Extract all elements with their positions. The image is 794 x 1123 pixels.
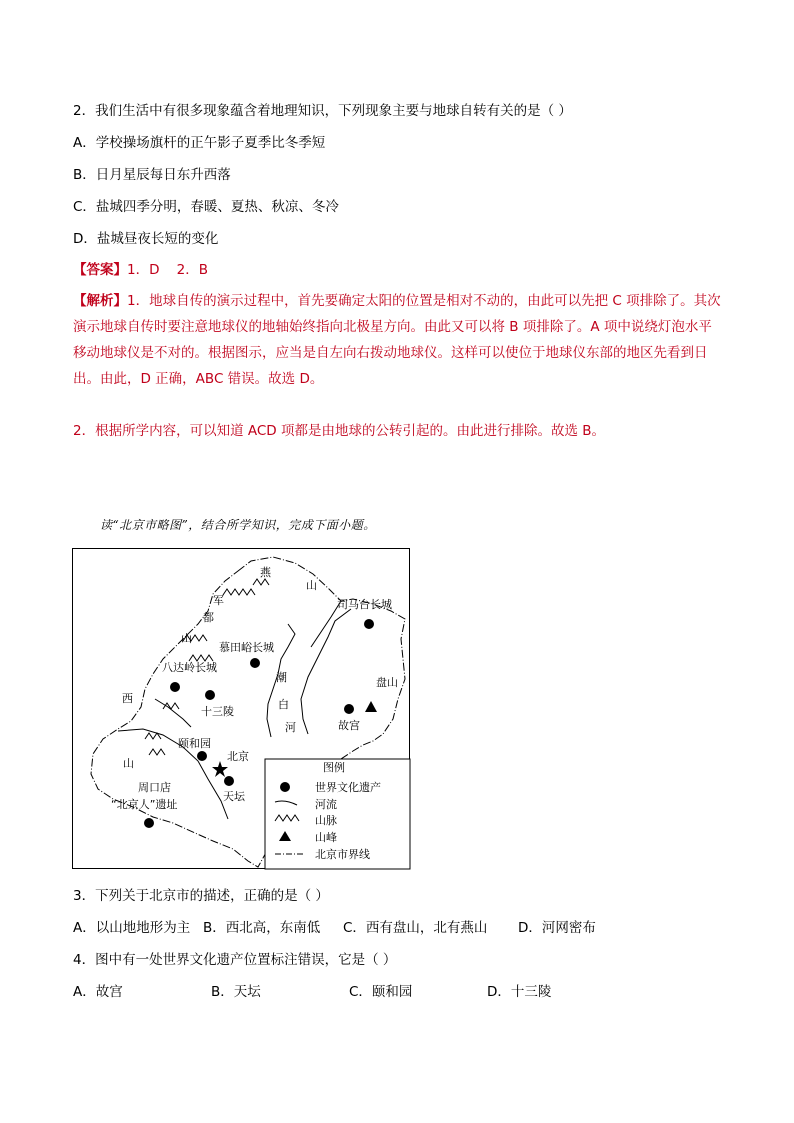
q3-option-a: A．以山地地形为主 [73, 920, 191, 936]
beijing-star [212, 761, 228, 777]
label-shan-1: 山 [306, 579, 317, 592]
label-bai: 白 [278, 698, 289, 711]
map-caption: 读“北京市略图”，结合所学知识，完成下面小题。 [100, 518, 376, 532]
yiheyuan-dot [197, 751, 207, 761]
label-shan-3: 山 [123, 757, 134, 770]
q3-stem: 3．下列关于北京市的描述，正确的是（ ） [73, 888, 329, 904]
q3-option-b: B．西北高，东南低 [203, 920, 321, 936]
label-badaling: 八达岭长城 [162, 661, 217, 674]
q4-option-c: C．颐和园 [349, 984, 413, 1000]
legend-heritage-dot [280, 782, 290, 792]
river-chaobai-east [301, 609, 351, 734]
panshan-peak-triangle [365, 701, 377, 712]
mountain-hatch [163, 703, 179, 709]
q2-option-c: C．盐城四季分明，春暖、夏热、秋凉、冬冷 [73, 199, 339, 215]
label-du: 都 [203, 611, 214, 624]
label-beijing: 北京 [227, 750, 249, 763]
analysis-text-1: 1．地球自传的演示过程中，首先要确定太阳的位置是相对不动的，由此可以先把 C 项排除了。其次演示地球自传时要注意地球仪的地轴始终指向北极星方向。由此又可以将 B 项排除了。A 项中说绕灯泡水平移动地球仪是不对的。根据图示，应当是自左向右拨动地球仪。这样可以使位于地球仪东部的地区先看到日出。由此，D 正确，ABC 错误。故选 D。 [73, 293, 721, 387]
q4-option-d: D．十三陵 [487, 984, 552, 1000]
label-xi: 西 [122, 692, 133, 705]
mutianyu-dot [250, 658, 260, 668]
legend-mountain-label: 山脉 [315, 814, 337, 827]
legend-peak-label: 山峰 [315, 831, 337, 844]
q4-option-a: A．故宫 [73, 984, 123, 1000]
river-yongding [155, 699, 191, 727]
q2-option-a: A．学校操场旗杆的正午影子夏季比冬季短 [73, 135, 326, 151]
analysis-tag: 【解析】 [73, 293, 127, 309]
legend-boundary-label: 北京市界线 [315, 848, 370, 861]
q2-option-b: B．日月星辰每日东升西落 [73, 167, 231, 183]
label-chao: 潮 [276, 671, 287, 684]
q3-option-c: C．西有盘山，北有燕山 [343, 920, 488, 936]
legend-heritage-label: 世界文化遗产 [315, 781, 381, 794]
label-yiheyuan: 颐和园 [178, 737, 211, 750]
label-zhoukoudian: 周口店 [138, 781, 171, 794]
badaling-dot [170, 682, 180, 692]
label-panshan: 盘山 [376, 676, 398, 689]
legend-title: 图例 [323, 761, 345, 774]
label-pekingman: “北京人”遗址 [111, 798, 178, 811]
label-jun: 军 [213, 594, 224, 607]
tiantan-dot [224, 776, 234, 786]
answer-line [73, 260, 208, 280]
legend-river-label: 河流 [315, 798, 337, 811]
yan-mountains-range [223, 579, 269, 595]
q4-option-b: B．天坛 [211, 984, 261, 1000]
q4-stem: 4．图中有一处世界文化遗产位置标注错误，它是（ ） [73, 952, 397, 968]
q2-option-d: D．盐城昼夜长短的变化 [73, 231, 219, 247]
label-he: 河 [285, 721, 296, 734]
label-shan-2: 山 [181, 632, 192, 645]
label-tiantan: 天坛 [223, 790, 245, 803]
simatai-dot [364, 619, 374, 629]
answer-text: 1．D 2．B [127, 262, 208, 278]
beijing-map [72, 548, 410, 869]
west-mountains-range [145, 733, 165, 755]
analysis-paragraph-1 [73, 288, 725, 392]
analysis-paragraph-2: 2．根据所学内容，可以知道 ACD 项都是由地球的公转引起的。由此进行排除。故选 B。 [73, 423, 606, 439]
q4-options [73, 982, 551, 1002]
q3-options [73, 918, 596, 938]
q2-stem: 2．我们生活中有很多现象蕴含着地理知识，下列现象主要与地球自转有关的是（ ） [73, 103, 572, 119]
gugong-dot [344, 704, 354, 714]
label-shisanling: 十三陵 [201, 705, 234, 718]
q3-option-d: D．河网密布 [518, 920, 596, 936]
label-gugong: 故宫 [338, 719, 360, 732]
pekingman-dot [144, 818, 154, 828]
answer-tag: 【答案】 [73, 262, 127, 278]
label-mutianyu: 慕田峪长城 [219, 641, 274, 654]
label-yan: 燕 [260, 566, 271, 579]
label-simatai: 司马台长城 [337, 598, 392, 611]
shisanling-dot [205, 690, 215, 700]
